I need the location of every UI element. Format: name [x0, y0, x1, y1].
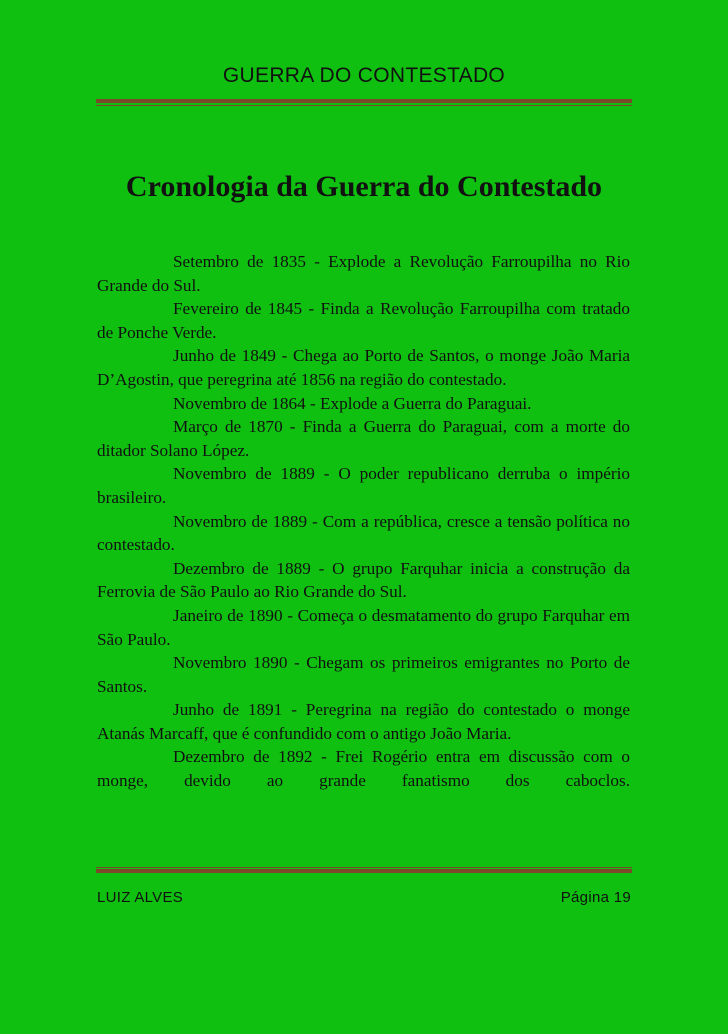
page-header-title: GUERRA DO CONTESTADO	[222, 64, 506, 87]
chronology-entry: Junho de 1891 - Peregrina na região do contestado o monge Atanás Marcaff, que é confundido com o antigo João Maria.	[97, 700, 630, 743]
footer-rule-thick	[96, 869, 632, 873]
chronology-entry: Novembro de 1889 - O poder republicano derruba o império brasileiro.	[97, 464, 630, 507]
header-rule-thin	[96, 105, 632, 106]
chronology-entry: Novembro de 1864 - Explode a Guerra do Paraguai.	[173, 393, 532, 413]
header-rule-thick	[96, 99, 632, 103]
chronology-entry: Fevereiro de 1845 - Finda a Revolução Farroupilha com tratado de Ponche Verde.	[97, 299, 630, 342]
footer-page-number: Página 19	[560, 889, 631, 906]
chronology-body	[97, 250, 630, 793]
chronology-entry: Novembro 1890 - Chegam os primeiros emigrantes no Porto de Santos.	[97, 653, 630, 696]
footer-author: LUIZ ALVES	[97, 889, 184, 906]
chronology-entry: Dezembro de 1889 - O grupo Farquhar inicia a construção da Ferrovia de São Paulo ao Rio Grande do Sul.	[97, 558, 630, 602]
chronology-entry: Janeiro de 1890 - Começa o desmatamento do grupo Farquhar em São Paulo.	[97, 605, 630, 649]
chronology-entry: Novembro de 1889 - Com a república, cresce a tensão política no contestado.	[97, 511, 630, 555]
chronology-entry: Setembro de 1835 - Explode a Revolução Farroupilha no Rio Grande do Sul.	[97, 252, 630, 295]
chronology-entry: Dezembro de 1892 - Frei Rogério entra em discussão com o monge, devido ao grande fanatismo dos caboclos.	[97, 747, 630, 791]
footer-rule-thin	[96, 867, 632, 868]
chronology-entry: Março de 1870 - Finda a Guerra do Paraguai, com a morte do ditador Solano López.	[97, 417, 630, 460]
page-heading: Cronologia da Guerra do Contestado	[125, 170, 603, 203]
chronology-entry: Junho de 1849 - Chega ao Porto de Santos, o monge João Maria D’Agostin, que peregrina até 1856 na região do contestado.	[97, 346, 630, 389]
